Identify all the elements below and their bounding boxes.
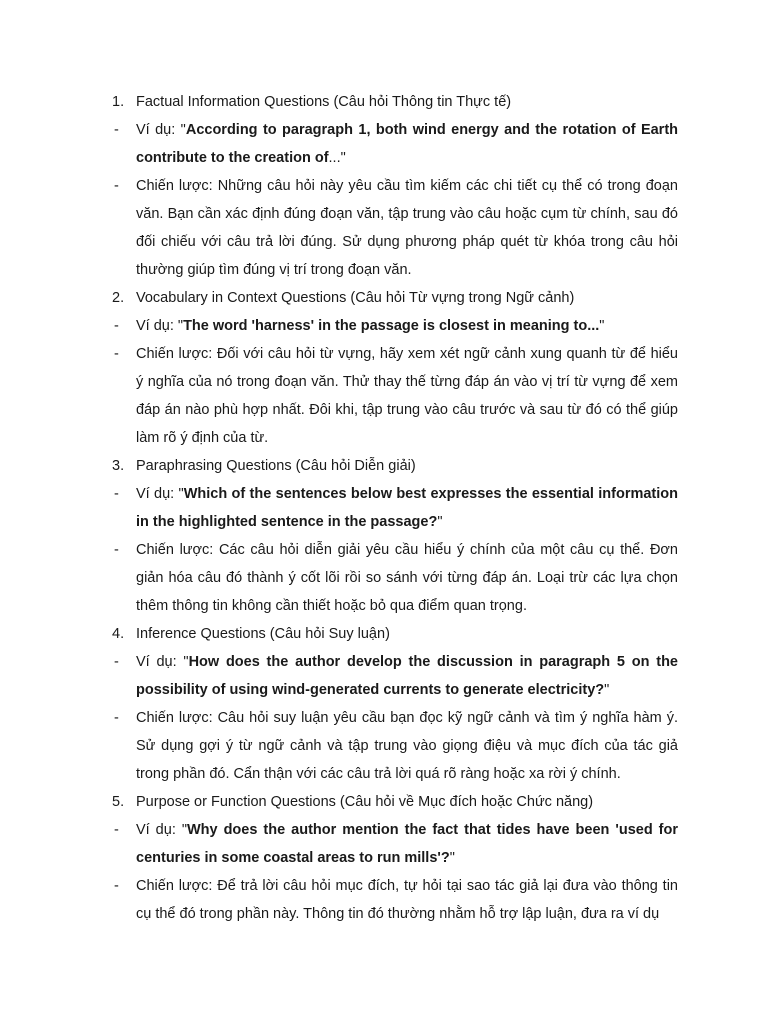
section-1-example	[0, 116, 768, 172]
section-1-strategy	[0, 172, 768, 284]
dash-bullet: -	[114, 346, 119, 362]
section-4-heading	[0, 620, 768, 648]
dash-bullet: -	[114, 122, 119, 138]
section-3-heading	[0, 452, 768, 480]
section-title: Purpose or Function Questions (Câu hỏi về Mục đích hoặc Chức năng)	[136, 794, 594, 810]
example-prefix: Ví dụ: "	[136, 654, 189, 670]
strategy-text: Chiến lược: Những câu hỏi này yêu cầu tìm kiếm các chi tiết cụ thể có trong đoạn văn. Bạn cần xác định đúng đoạn văn, tập trung vào câu hoặc cụm từ chính, sau đó đối chiếu với câu trả lời đúng. Sử dụng phương pháp quét từ khóa trong câu hỏi thường giúp tìm đúng vị trí trong đoạn văn.	[136, 178, 678, 278]
strategy-text: Chiến lược: Đối với câu hỏi từ vựng, hãy xem xét ngữ cảnh xung quanh từ để hiểu ý nghĩa của nó trong đoạn văn. Thử thay thế từng đáp án vào vị trí từ vựng để xem đáp án nào phù hợp nhất. Đôi khi, tập trung vào câu trước và sau từ đó có thể giúp làm rõ ý định của từ.	[136, 346, 678, 446]
dash-bullet: -	[114, 486, 119, 502]
dash-bullet: -	[114, 542, 119, 558]
example-suffix: "	[604, 682, 610, 698]
strategy-text: Chiến lược: Để trả lời câu hỏi mục đích, tự hỏi tại sao tác giả lại đưa vào thông tin cụ thể đó trong phần này. Thông tin đó thường nhằm hỗ trợ lập luận, đưa ra ví dụ	[136, 878, 678, 922]
section-title: Paraphrasing Questions (Câu hỏi Diễn giải)	[136, 458, 416, 474]
list-number: 2.	[112, 290, 125, 306]
example-suffix: "	[437, 514, 443, 530]
dash-bullet: -	[114, 654, 119, 670]
section-4-example	[0, 648, 768, 704]
dash-bullet: -	[114, 822, 119, 838]
section-1-heading	[0, 88, 768, 116]
example-prefix: Ví dụ: "	[136, 486, 184, 502]
section-2-strategy	[0, 340, 768, 452]
section-5-example	[0, 816, 768, 872]
section-title: Factual Information Questions (Câu hỏi Thông tin Thực tế)	[136, 94, 512, 110]
example-prefix: Ví dụ: "	[136, 318, 184, 334]
strategy-text: Chiến lược: Các câu hỏi diễn giải yêu cầu hiểu ý chính của một câu cụ thể. Đơn giản hóa câu đó thành ý cốt lõi rồi so sánh với từng đáp án. Loại trừ các lựa chọn thêm thông tin không cần thiết hoặc bỏ qua điểm quan trọng.	[136, 542, 678, 614]
list-number: 3.	[112, 458, 125, 474]
question-types-list	[0, 88, 768, 928]
example-question: Which of the sentences below best expresses the essential information in the highlighted sentence in the passage?	[136, 486, 678, 530]
dash-bullet: -	[114, 178, 119, 194]
section-2-example	[0, 312, 768, 340]
example-suffix: ..."	[328, 150, 346, 166]
section-5-heading	[0, 788, 768, 816]
dash-bullet: -	[114, 878, 119, 894]
list-number: 5.	[112, 794, 125, 810]
section-title: Vocabulary in Context Questions (Câu hỏi Từ vựng trong Ngữ cảnh)	[136, 290, 575, 306]
example-prefix: Ví dụ: "	[136, 122, 186, 138]
example-question: The word 'harness' in the passage is closest in meaning to...	[183, 318, 600, 334]
section-5-strategy	[0, 872, 768, 928]
example-question: Why does the author mention the fact that tides have been 'used for centuries in some coastal areas to run mills'?	[136, 822, 678, 866]
example-question: According to paragraph 1, both wind energy and the rotation of Earth contribute to the creation of	[136, 122, 679, 166]
section-3-example	[0, 480, 768, 536]
example-prefix: Ví dụ: "	[136, 822, 187, 838]
list-number: 1.	[112, 94, 125, 110]
example-suffix: "	[599, 318, 605, 334]
strategy-text: Chiến lược: Câu hỏi suy luận yêu cầu bạn đọc kỹ ngữ cảnh và tìm ý nghĩa hàm ý. Sử dụng gợi ý từ ngữ cảnh và tập trung vào giọng điệu và mục đích của tác giả trong phần đó. Cẩn thận với các câu trả lời quá rõ ràng hoặc xa rời ý chính.	[136, 710, 678, 782]
example-question: How does the author develop the discussion in paragraph 5 on the possibility of using wind-generated currents to generate electricity?	[136, 654, 679, 698]
section-3-strategy	[0, 536, 768, 620]
section-4-strategy	[0, 704, 768, 788]
section-title: Inference Questions (Câu hỏi Suy luận)	[136, 626, 390, 642]
example-suffix: "	[449, 850, 455, 866]
section-2-heading	[0, 284, 768, 312]
list-number: 4.	[112, 626, 125, 642]
dash-bullet: -	[114, 710, 119, 726]
dash-bullet: -	[114, 318, 119, 334]
